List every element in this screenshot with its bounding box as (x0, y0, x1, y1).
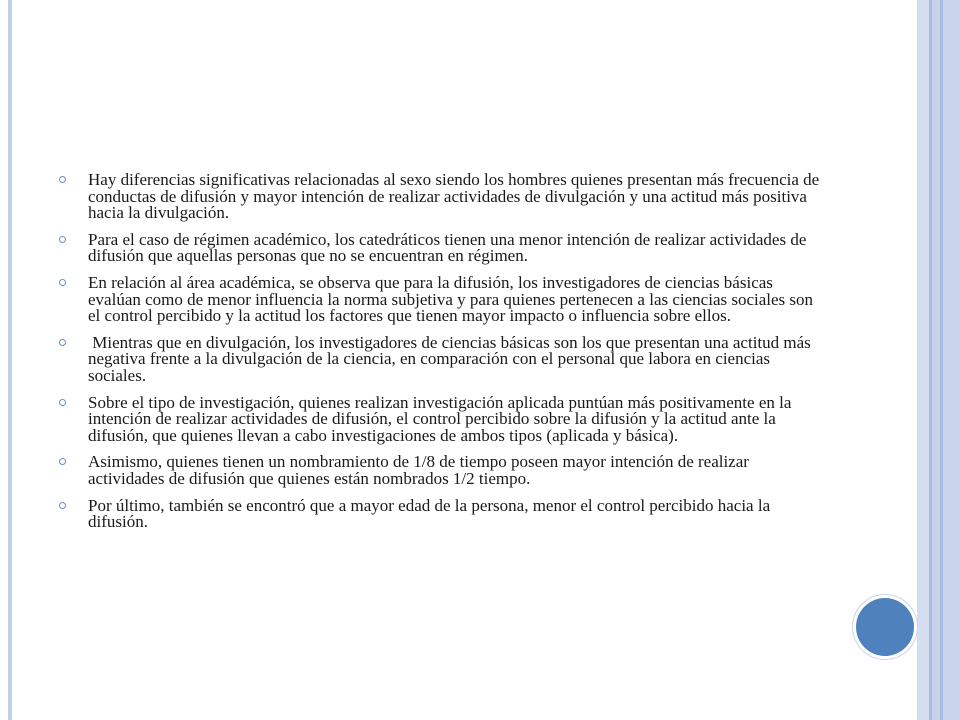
bullet-item (58, 495, 828, 532)
bullet-text: Mientras que en divulgación, los investigadores de ciencias básicas son los que presentan una actitud más negativa frente a la divulgación de la ciencia, en comparación con el personal que labora en ciencias sociales. (88, 332, 816, 385)
bullet-list (58, 172, 828, 541)
bullet-item (58, 392, 828, 445)
bullet-icon (59, 339, 66, 346)
decorative-circle (856, 598, 914, 656)
right-border-band (943, 0, 960, 720)
bullet-icon (59, 399, 66, 406)
right-border-band (932, 0, 940, 720)
bullet-item (58, 332, 828, 385)
bullet-text: Asimismo, quienes tienen un nombramiento de 1/8 de tiempo poseen mayor intención de realizar actividades de difusión que quienes están nombrados 1/2 tiempo. (88, 452, 749, 488)
left-border-line (8, 0, 12, 720)
right-border-band (917, 0, 929, 720)
bullet-icon (59, 458, 66, 465)
bullet-icon (59, 502, 66, 509)
bullet-item (58, 172, 828, 222)
bullet-icon (59, 279, 66, 286)
bullet-item (58, 229, 828, 266)
bullet-text: En relación al área académica, se observa que para la difusión, los investigadores de ciencias básicas evalúan como de menor influencia la norma subjetiva y para quienes pertenecen a las ciencias sociales son el control percibido y la actitud los factores que tienen mayor impacto o influencia sobre ellos. (88, 272, 814, 326)
bullet-item (58, 272, 828, 326)
bullet-text: Hay diferencias significativas relacionadas al sexo siendo los hombres quienes presentan más frecuencia de conductas de difusión y mayor intención de realizar actividades de divulgación y una actitud más positiva hacia la divulgación. (88, 170, 820, 223)
bullet-icon (59, 236, 66, 243)
bullet-text: Para el caso de régimen académico, los catedráticos tienen una menor intención de realizar actividades de difusión que aquellas personas que no se encuentran en régimen. (88, 229, 807, 266)
bullet-item (58, 454, 828, 487)
bullet-text: Sobre el tipo de investigación, quienes realizan investigación aplicada puntúan más positivamente en la intención de realizar actividades de difusión, el control percibido sobre la difusión y la actitud ante la difusión, que quienes llevan a cabo investigaciones de ambos tipos (aplicada y básica). (88, 392, 792, 445)
bullet-text: Por último, también se encontró que a mayor edad de la persona, menor el control percibido hacia la difusión. (88, 495, 771, 532)
bullet-icon (59, 176, 66, 183)
